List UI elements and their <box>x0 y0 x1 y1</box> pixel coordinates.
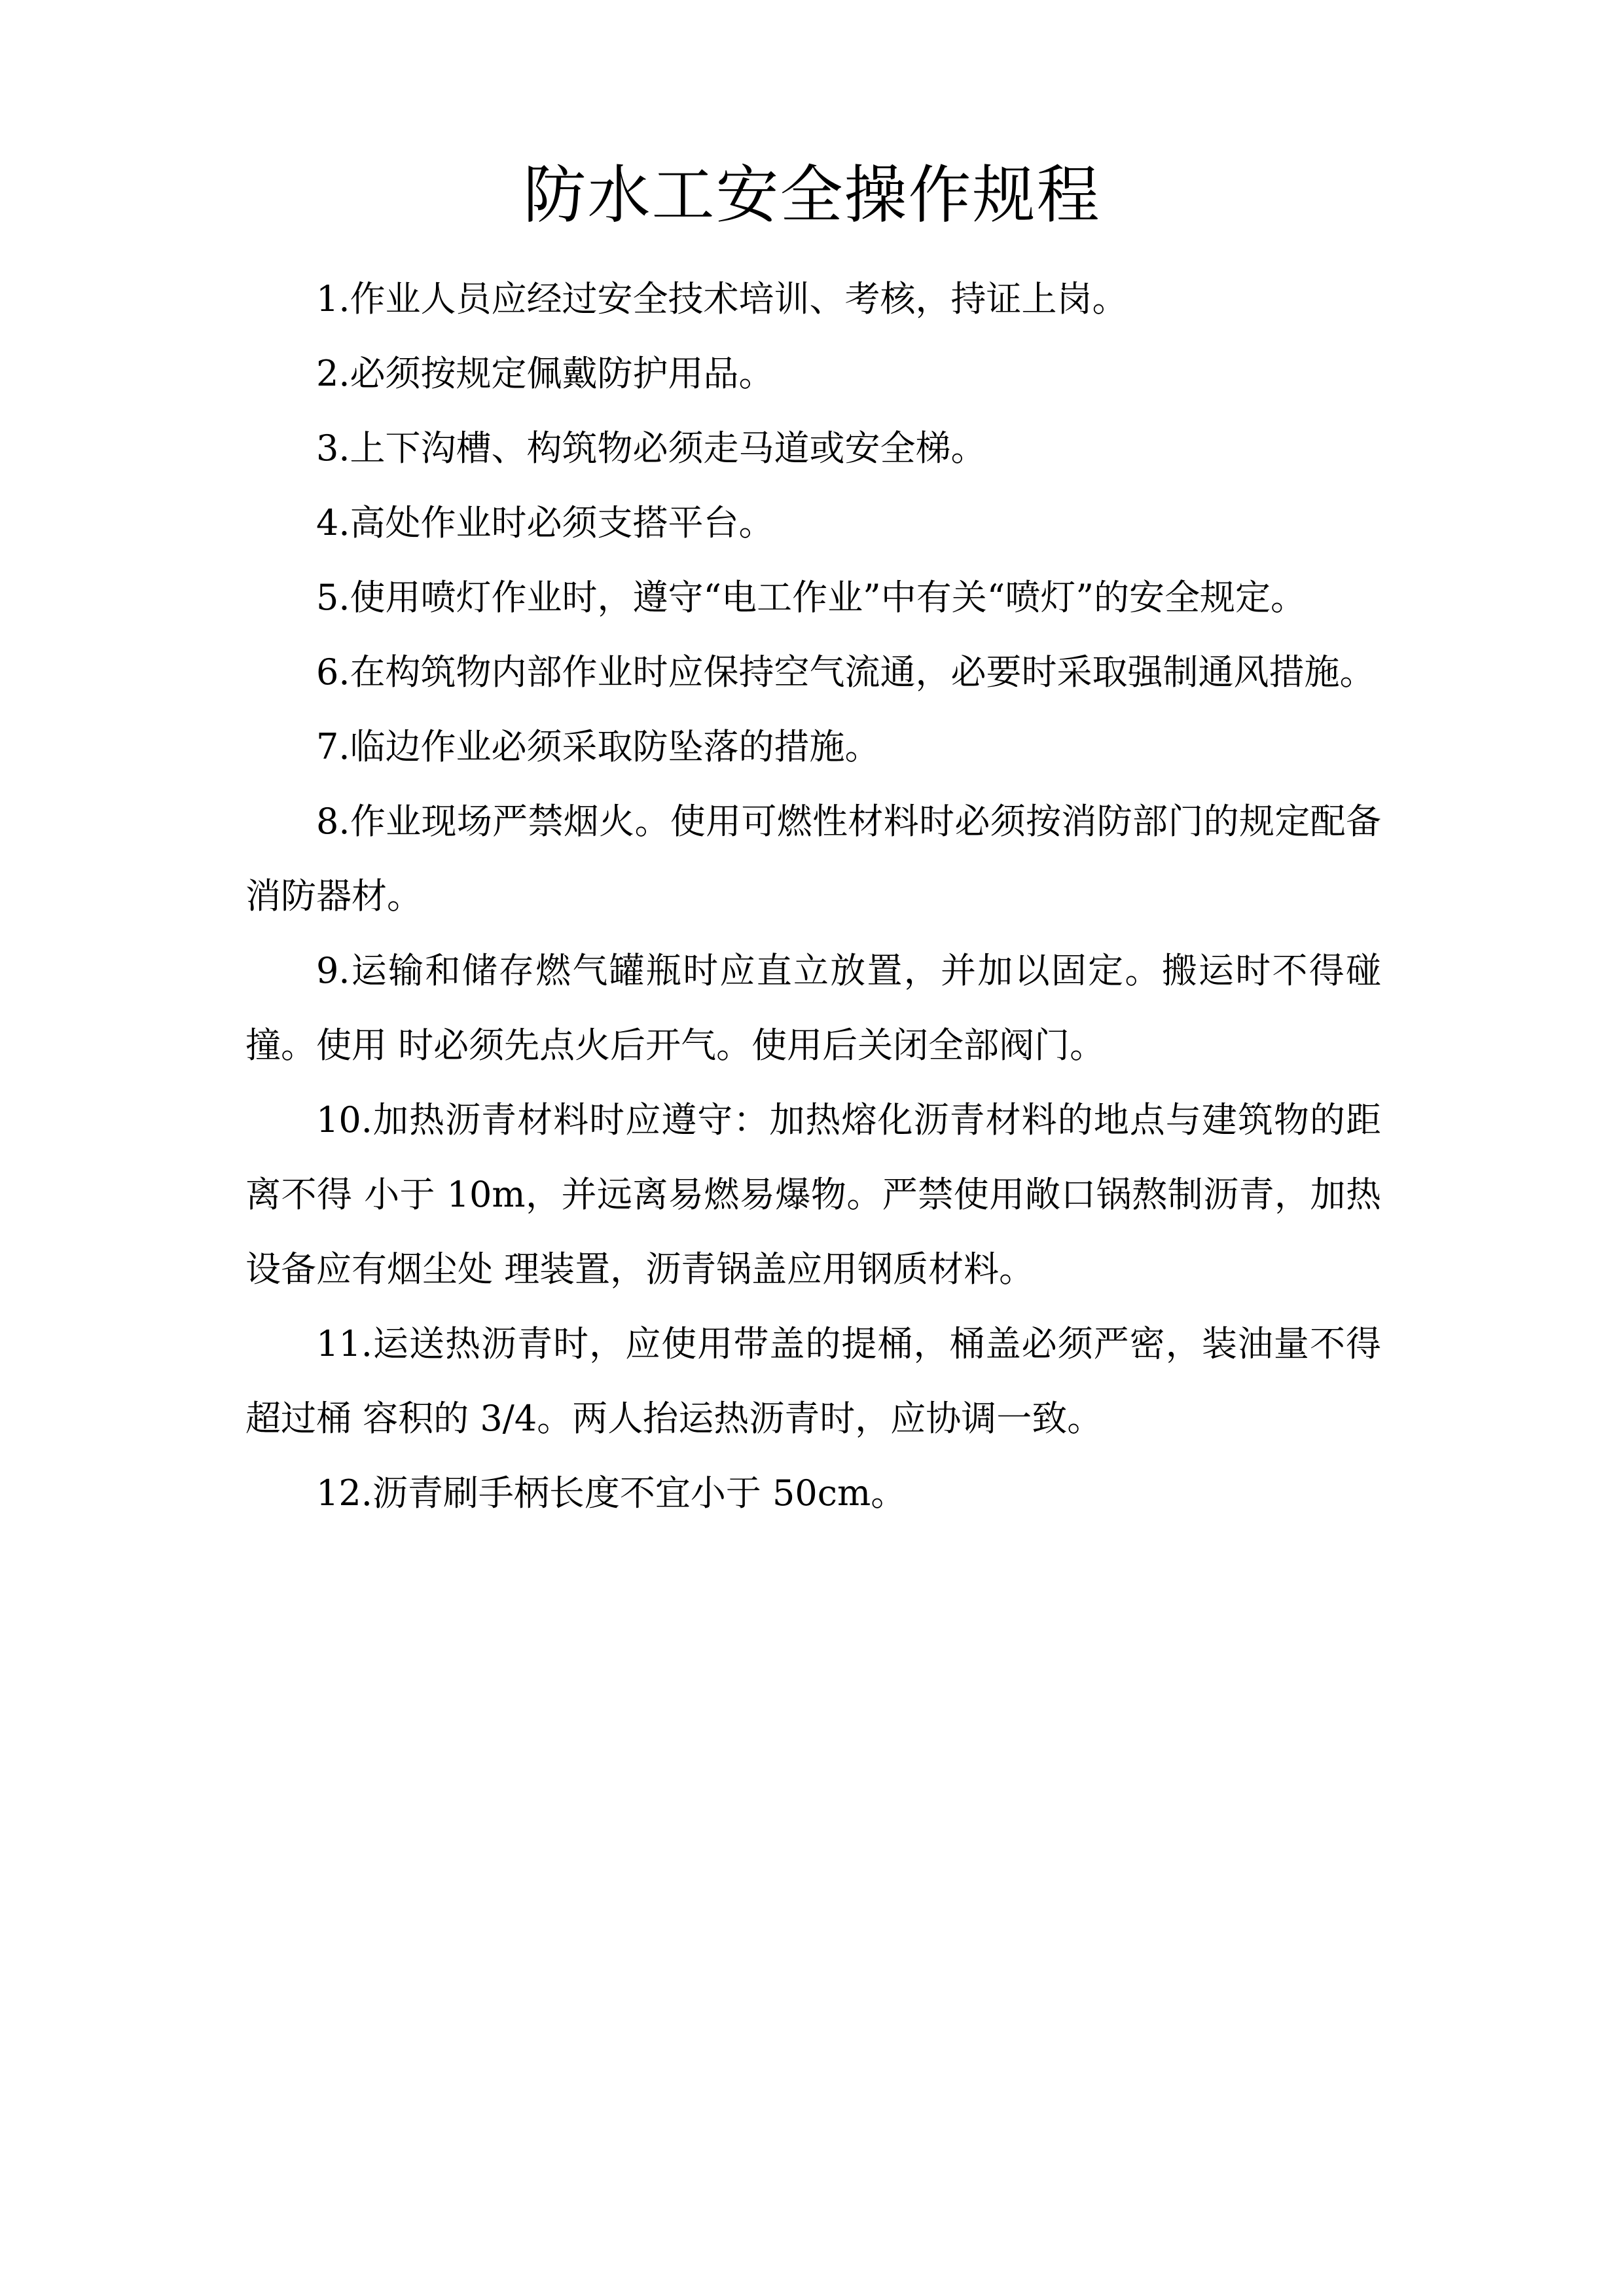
paragraph-2: 2.必须按规定佩戴防护用品。 <box>316 353 774 394</box>
paragraph-5: 5.使用喷灯作业时，遵守“电工作业”中有关“喷灯”的安全规定。 <box>316 577 1306 618</box>
paragraph-11: 11.运送热沥青时，应使用带盖的提桶，桶盖必须严密，装油量不得超过桶 容积的 3/4。两人抬运热沥青时，应协调一致。 <box>245 1323 1381 1439</box>
document-title: 防水工安全操作规程 <box>523 158 1101 232</box>
paragraph-7: 7.临边作业必须采取防坠落的措施。 <box>316 726 880 767</box>
document-body <box>245 262 1381 1531</box>
paragraph-6: 6.在构筑物内部作业时应保持空气流通，必要时采取强制通风措施。 <box>316 651 1375 693</box>
paragraph-12: 12.沥青刷手柄长度不宜小于 50cm。 <box>316 1472 907 1514</box>
paragraph-10: 10.加热沥青材料时应遵守：加热熔化沥青材料的地点与建筑物的距离不得 小于 10m，并远离易燃易爆物。严禁使用敞口锅熬制沥青，加热设备应有烟尘处 理装置，沥青锅盖应用钢质材料。 <box>245 1099 1381 1290</box>
paragraph-3: 3.上下沟槽、构筑物必须走马道或安全梯。 <box>316 428 986 469</box>
paragraph-1: 1.作业人员应经过安全技术培训、考核，持证上岗。 <box>316 278 1128 319</box>
paragraph-8: 8.作业现场严禁烟火。使用可燃性材料时必须按消防部门的规定配备消防器材。 <box>245 801 1381 917</box>
paragraph-9: 9.运输和储存燃气罐瓶时应直立放置，并加以固定。搬运时不得碰撞。使用 时必须先点火后开气。使用后关闭全部阀门。 <box>245 950 1381 1066</box>
paragraph-4: 4.高处作业时必须支搭平台。 <box>316 502 774 543</box>
